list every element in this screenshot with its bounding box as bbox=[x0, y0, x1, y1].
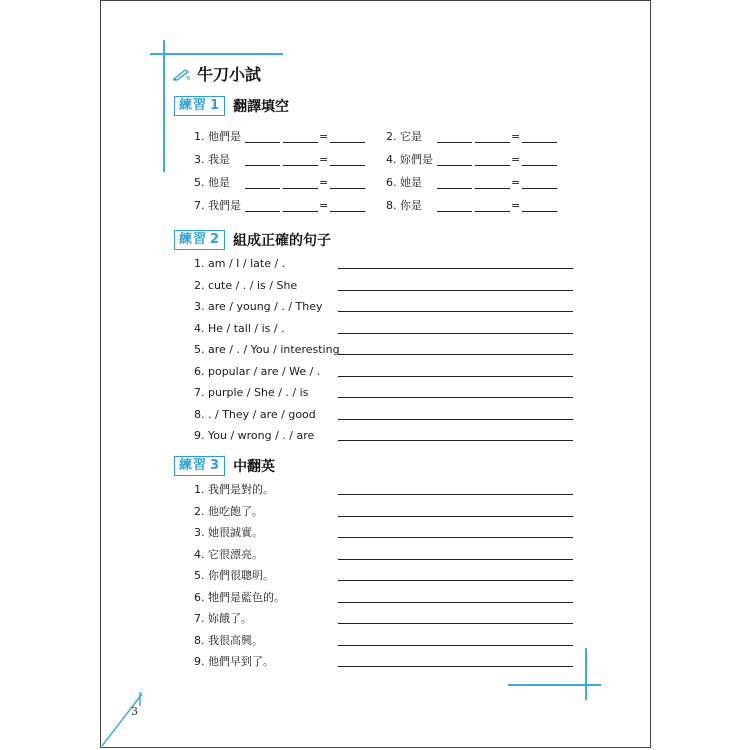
ex2-item: 9. You / wrong / . / are bbox=[194, 429, 315, 442]
ex2-answer-line[interactable] bbox=[338, 419, 573, 420]
ex2-answer-line[interactable] bbox=[338, 440, 573, 441]
equals-sign: = bbox=[319, 176, 329, 189]
ex2-answer-line[interactable] bbox=[338, 354, 573, 355]
pencil-icon bbox=[173, 67, 191, 81]
section-2-tag-number: 2 bbox=[210, 232, 221, 247]
ex3-answer-line[interactable] bbox=[338, 537, 573, 538]
ex1-item-label: 1. 他們是 bbox=[194, 130, 241, 143]
ex2-item: 5. are / . / You / interesting bbox=[194, 343, 340, 356]
section-3-tag bbox=[174, 456, 225, 476]
ex2-answer-line[interactable] bbox=[338, 333, 573, 334]
ex3-item: 2. 他吃飽了。 bbox=[194, 504, 263, 518]
section-3-heading bbox=[174, 456, 275, 476]
ex3-item: 5. 你們很聰明。 bbox=[194, 569, 274, 582]
section-1-heading bbox=[174, 96, 289, 116]
corner-decoration-horizontal bbox=[150, 53, 283, 55]
ex1-blank[interactable] bbox=[283, 211, 318, 212]
equals-sign: = bbox=[511, 130, 521, 143]
section-3-tag-number: 3 bbox=[210, 458, 221, 473]
equals-sign: = bbox=[319, 130, 329, 143]
ex1-item-label: 2. 它是 bbox=[386, 130, 422, 143]
ex2-item: 4. He / tall / is / . bbox=[194, 321, 285, 335]
ex1-blank[interactable] bbox=[437, 165, 472, 166]
ex1-blank[interactable] bbox=[437, 188, 472, 189]
title-row bbox=[173, 62, 261, 85]
equals-sign: = bbox=[319, 153, 329, 166]
section-1-tag-label: 練習 bbox=[179, 98, 208, 113]
ex1-blank[interactable] bbox=[283, 188, 318, 189]
ex1-blank[interactable] bbox=[330, 188, 365, 189]
ex1-blank[interactable] bbox=[437, 211, 472, 212]
ex3-item: 3. 她很誠實。 bbox=[194, 526, 263, 539]
corner-decoration-vertical bbox=[163, 40, 165, 172]
section-2-heading bbox=[174, 230, 331, 250]
ex1-blank[interactable] bbox=[330, 142, 365, 143]
equals-sign: = bbox=[319, 199, 329, 212]
ex1-blank[interactable] bbox=[522, 165, 557, 166]
ex2-answer-line[interactable] bbox=[338, 311, 573, 312]
ex1-item-label: 6. 她是 bbox=[386, 176, 422, 189]
ex1-blank[interactable] bbox=[475, 165, 510, 166]
ex2-item: 6. popular / are / We / . bbox=[194, 364, 321, 378]
ex2-item: 2. cute / . / is / She bbox=[194, 278, 298, 292]
section-2-tag-label: 練習 bbox=[179, 232, 208, 247]
ex2-item: 8. . / They / are / good bbox=[194, 407, 316, 421]
equals-sign: = bbox=[511, 176, 521, 189]
ex3-item: 8. 我很高興。 bbox=[194, 633, 263, 647]
ex1-blank[interactable] bbox=[283, 142, 318, 143]
section-3-tag-label: 練習 bbox=[179, 458, 208, 473]
ex1-blank[interactable] bbox=[245, 211, 280, 212]
ex3-item: 9. 他們早到了。 bbox=[194, 655, 274, 668]
ex2-answer-line[interactable] bbox=[338, 268, 573, 269]
ex1-blank[interactable] bbox=[245, 188, 280, 189]
corner-decoration-horizontal-bottom bbox=[508, 684, 601, 686]
ex3-answer-line[interactable] bbox=[338, 494, 573, 495]
ex1-blank[interactable] bbox=[475, 211, 510, 212]
ex3-item: 6. 牠們是藍色的。 bbox=[194, 590, 285, 604]
section-1-title: 翻譯填空 bbox=[233, 99, 290, 115]
ex1-item-label: 4. 妳們是 bbox=[386, 153, 433, 166]
ex1-item-label: 7. 我們是 bbox=[194, 199, 241, 212]
section-1-tag-number: 1 bbox=[210, 98, 221, 113]
ex2-item: 3. are / young / . / They bbox=[194, 300, 323, 313]
ex3-item: 7. 妳餓了。 bbox=[194, 612, 252, 625]
ex3-answer-line[interactable] bbox=[338, 666, 573, 667]
ex3-item: 1. 我們是對的。 bbox=[194, 483, 274, 496]
ex2-item: 1. am / I / late / . bbox=[194, 257, 286, 270]
section-2-tag bbox=[174, 230, 225, 250]
ex1-blank[interactable] bbox=[245, 165, 280, 166]
ex1-blank[interactable] bbox=[522, 188, 557, 189]
ex3-answer-line[interactable] bbox=[338, 516, 573, 517]
ex1-item-label: 5. 他是 bbox=[194, 176, 230, 189]
ex1-blank[interactable] bbox=[522, 211, 557, 212]
ex2-answer-line[interactable] bbox=[338, 290, 573, 291]
ex1-blank[interactable] bbox=[283, 165, 318, 166]
ex1-blank[interactable] bbox=[245, 142, 280, 143]
corner-decoration-diagonal bbox=[100, 690, 145, 748]
ex1-blank[interactable] bbox=[330, 211, 365, 212]
ex1-item-label: 3. 我是 bbox=[194, 153, 230, 166]
ex1-blank[interactable] bbox=[475, 142, 510, 143]
ex3-answer-line[interactable] bbox=[338, 645, 573, 646]
equals-sign: = bbox=[511, 153, 521, 166]
section-3-title: 中翻英 bbox=[233, 459, 276, 475]
ex3-answer-line[interactable] bbox=[338, 580, 573, 581]
ex2-answer-line[interactable] bbox=[338, 376, 573, 377]
section-1-tag bbox=[174, 96, 225, 116]
page-number: 3 bbox=[131, 705, 138, 718]
ex3-answer-line[interactable] bbox=[338, 559, 573, 560]
page-title: 牛刀小試 bbox=[197, 65, 262, 84]
ex1-blank[interactable] bbox=[522, 142, 557, 143]
ex2-item: 7. purple / She / . / is bbox=[194, 386, 309, 399]
ex3-answer-line[interactable] bbox=[338, 602, 573, 603]
ex3-answer-line[interactable] bbox=[338, 623, 573, 624]
ex1-blank[interactable] bbox=[330, 165, 365, 166]
corner-decoration-vertical-bottom bbox=[585, 648, 587, 700]
ex1-item-label: 8. 你是 bbox=[386, 199, 422, 212]
ex2-answer-line[interactable] bbox=[338, 397, 573, 398]
equals-sign: = bbox=[511, 199, 521, 212]
section-2-title: 組成正確的句子 bbox=[233, 233, 332, 249]
ex1-blank[interactable] bbox=[475, 188, 510, 189]
ex3-item: 4. 它很漂亮。 bbox=[194, 547, 263, 561]
ex1-blank[interactable] bbox=[437, 142, 472, 143]
